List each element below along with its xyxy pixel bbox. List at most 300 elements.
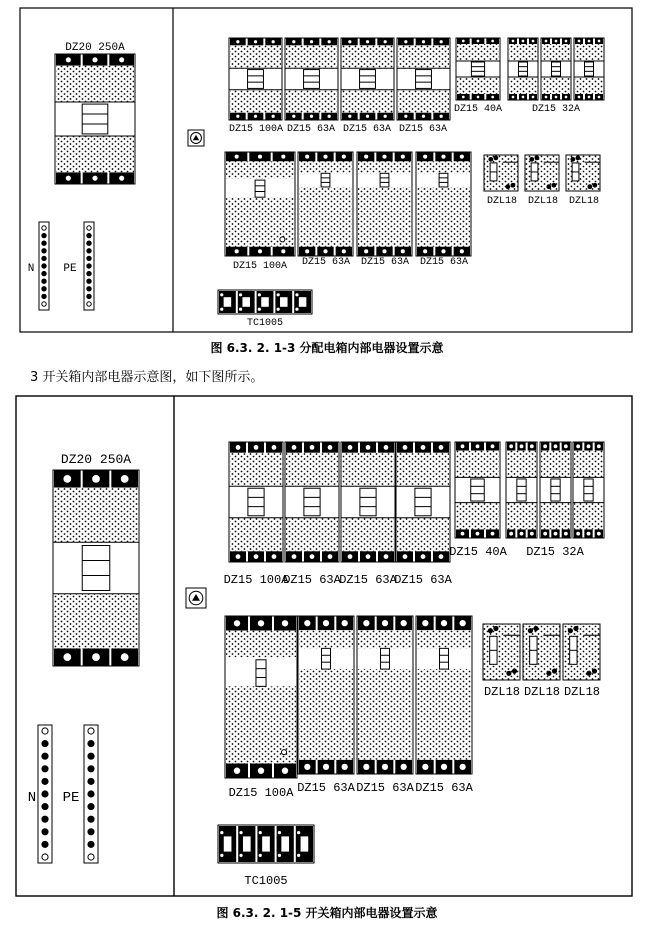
pe-bar <box>84 222 94 310</box>
figure-caption-1: 图 6.3. 2. 1-3 分配电箱内部电器设置示意 <box>210 341 444 355</box>
bottom-screw <box>598 96 601 99</box>
busbar-hole <box>87 287 91 291</box>
dzl-screw <box>552 668 557 673</box>
bottom-screw <box>234 768 240 774</box>
toggle-handle <box>304 70 320 89</box>
dzl-screw <box>586 671 591 676</box>
top-screw <box>520 444 524 448</box>
toggle-handle <box>416 70 432 89</box>
toggle-handle <box>322 648 331 669</box>
top-screw <box>598 40 601 43</box>
toggle-handle <box>471 479 485 501</box>
test-button <box>280 237 285 242</box>
top-screw <box>476 444 480 448</box>
hatch-bottom <box>574 503 603 530</box>
top-screw <box>555 40 558 43</box>
bottom-screw <box>401 764 407 770</box>
top-screw <box>530 444 534 448</box>
bottom-screw <box>348 554 353 559</box>
dzl-screw <box>546 671 551 676</box>
dzl-screw <box>593 183 598 188</box>
bottom-screw <box>235 249 239 253</box>
top-screw <box>258 620 264 626</box>
bottom-screw <box>545 96 548 99</box>
hatch-bottom <box>457 77 499 94</box>
busbar-hole <box>42 271 46 275</box>
bottom-screw <box>363 764 369 770</box>
top-screw <box>348 40 351 43</box>
top-screw <box>304 620 310 626</box>
top-screw <box>328 445 333 450</box>
bottom-screw <box>403 554 408 559</box>
hatch-bottom <box>417 187 470 247</box>
toggle-handle <box>82 104 108 134</box>
top-screw <box>491 444 495 448</box>
busbar-hole <box>42 264 46 268</box>
terminal-screw <box>259 854 262 857</box>
top-screw <box>578 40 581 43</box>
bottom-screw <box>509 532 513 536</box>
bottom-screw <box>366 554 371 559</box>
row1-label-2-6: DZ15 32A <box>526 545 584 559</box>
bottom-screw <box>543 532 547 536</box>
bottom-screw <box>554 532 558 536</box>
dzl-screw <box>552 183 557 188</box>
hatch-top <box>541 451 570 478</box>
busbar-hole <box>42 249 46 253</box>
n-bar <box>39 222 49 310</box>
terminal-window <box>243 836 251 851</box>
bottom-screw <box>530 532 534 536</box>
indicator-lamp <box>188 130 204 146</box>
top-screw <box>512 40 515 43</box>
bottom-screw <box>576 532 580 536</box>
toggle-handle <box>360 488 376 516</box>
top-screw <box>323 155 327 159</box>
bottom-screw <box>522 96 525 99</box>
top-screw <box>92 475 100 483</box>
bottom-screw <box>254 115 257 118</box>
dzl-screw <box>494 156 499 161</box>
terminal-label: TC1005 <box>246 318 284 329</box>
main-breaker-dz20 <box>55 54 135 184</box>
bottom-screw <box>422 764 428 770</box>
busbar-hole <box>42 287 46 291</box>
busbar-hole <box>42 256 46 260</box>
busbar-hole <box>87 302 91 306</box>
hatch-bottom <box>299 187 352 247</box>
busbar-hole <box>42 804 48 810</box>
busbar-hole <box>87 264 91 268</box>
breaker-row2-2 <box>298 152 353 256</box>
hatch-bottom <box>358 187 411 247</box>
top-screw <box>460 620 466 626</box>
top-screw <box>235 155 239 159</box>
toggle-handle <box>304 488 320 516</box>
top-screw <box>234 620 240 626</box>
body-paragraph: 3 开关箱内部电器示意图，如下图所示。 <box>30 370 264 385</box>
hatch-bottom <box>230 90 281 113</box>
leakage-breaker2-2 <box>523 624 560 680</box>
top-screw <box>382 155 386 159</box>
top-screw <box>310 40 313 43</box>
bottom-screw <box>476 532 480 536</box>
top-screw <box>587 444 591 448</box>
busbar-hole <box>88 854 94 860</box>
n-bar-2 <box>38 725 52 863</box>
figure-caption-2: 图 6.3. 2. 1-5 开关箱内部电器设置示意 <box>216 906 438 920</box>
bottom-screw <box>121 653 129 661</box>
row1-label-2-4: DZ15 63A <box>394 573 452 587</box>
dzl-screw <box>570 157 575 162</box>
top-screw <box>382 620 388 626</box>
hatch-bottom <box>230 518 282 551</box>
hatch-bottom <box>541 503 570 530</box>
busbar-hole <box>42 279 46 283</box>
hatch-top <box>54 488 138 543</box>
busbar-hole <box>42 791 48 797</box>
terminal-screw <box>295 293 298 296</box>
leakage-breaker2-1 <box>483 624 520 680</box>
top-screw <box>545 40 548 43</box>
row2-label-2-5: DZL18 <box>483 685 521 699</box>
bottom-screw <box>439 554 444 559</box>
top-screw <box>236 40 239 43</box>
bottom-screw <box>382 249 386 253</box>
bottom-screw <box>460 249 464 253</box>
breaker2-row1-2 <box>285 442 339 562</box>
leakage-breaker-3 <box>566 155 600 191</box>
top-screw <box>328 40 331 43</box>
busbar-hole <box>88 778 94 784</box>
hatch-bottom <box>509 77 537 94</box>
top-screw <box>477 40 480 43</box>
top-screw <box>119 57 124 62</box>
top-screw <box>462 40 465 43</box>
bottom-screw <box>555 96 558 99</box>
bottom-screw <box>401 249 405 253</box>
row2-label-2-4: DZ15 63A <box>415 781 473 795</box>
breaker2-row1-6 <box>506 442 537 538</box>
top-screw <box>63 475 71 483</box>
top-screw <box>323 620 329 626</box>
row1-label-2-5: DZ15 40A <box>449 545 507 559</box>
dzl-screw <box>587 184 592 189</box>
bottom-screw <box>520 532 524 536</box>
breaker-row1-1 <box>229 38 282 120</box>
row1-label-4: DZ15 63A <box>398 124 448 135</box>
breaker-row2-3 <box>357 152 412 256</box>
breaker-row2-4 <box>416 152 471 256</box>
top-screw <box>441 620 447 626</box>
busbar-hole <box>42 302 46 306</box>
terminal-screw <box>259 831 262 834</box>
terminal-window <box>280 297 288 307</box>
top-screw <box>554 444 558 448</box>
hatch-bottom <box>342 90 393 113</box>
row2-label-6: DZL18 <box>527 196 559 207</box>
busbar-hole <box>87 233 91 237</box>
bottom-screw <box>342 764 348 770</box>
row2-label-1: DZ15 100A <box>232 261 288 272</box>
terminal-window <box>301 836 309 851</box>
breaker2-row2-2 <box>298 616 354 774</box>
bottom-screw <box>282 768 288 774</box>
busbar-hole <box>88 791 94 797</box>
hatch-bottom <box>299 669 353 760</box>
bottom-screw <box>384 554 389 559</box>
hatch-top <box>574 451 603 478</box>
terminal-screw <box>258 293 261 296</box>
terminal-screw <box>239 308 242 311</box>
toggle-handle <box>321 173 330 187</box>
busbar-hole <box>42 294 46 298</box>
row2-label-2-1: DZ15 100A <box>228 786 294 800</box>
top-screw <box>404 40 407 43</box>
busbar-hole <box>87 241 91 245</box>
row2-label-2: DZ15 63A <box>301 257 351 268</box>
bottom-screw <box>328 554 333 559</box>
busbar-hole <box>42 841 48 847</box>
bottom-screw <box>423 249 427 253</box>
top-screw <box>366 40 369 43</box>
terminal-screw <box>277 293 280 296</box>
top-screw <box>384 40 387 43</box>
toggle-handle <box>585 62 594 76</box>
busbar-hole <box>42 233 46 237</box>
dzl-screw <box>592 668 597 673</box>
breaker2-row1-7 <box>540 442 571 538</box>
hatch-top <box>358 161 411 173</box>
hatch-top <box>417 161 470 173</box>
top-screw <box>532 40 535 43</box>
busbar-hole <box>42 854 48 860</box>
row2-label-7: DZL18 <box>568 196 600 207</box>
terminal-screw <box>278 854 281 857</box>
main-breaker-label-2: DZ20 250A <box>60 452 132 467</box>
busbar-hole <box>88 741 94 747</box>
bottom-screw <box>258 249 262 253</box>
bottom-screw <box>272 554 277 559</box>
breaker-row1-2 <box>285 38 338 120</box>
hatch-bottom <box>542 77 570 94</box>
dzl-screw <box>576 156 581 161</box>
busbar-hole <box>88 816 94 822</box>
dzl-screw <box>511 183 516 188</box>
top-screw <box>423 155 427 159</box>
top-screw <box>522 40 525 43</box>
hatch-top <box>226 161 294 178</box>
hatch-top <box>226 631 296 658</box>
bottom-screw <box>364 249 368 253</box>
top-screw <box>565 40 568 43</box>
bottom-screw <box>304 764 310 770</box>
hatch-top <box>456 451 499 478</box>
toggle-handle <box>381 648 390 669</box>
top-screw <box>384 445 389 450</box>
busbar-hole <box>87 256 91 260</box>
hatch-top <box>542 44 570 61</box>
dzl-screw <box>533 626 538 631</box>
row1-label-2-3: DZ15 63A <box>339 573 397 587</box>
bottom-screw <box>328 115 331 118</box>
row1-label-3: DZ15 63A <box>342 124 392 135</box>
breaker2-row2-4 <box>416 616 472 774</box>
toggle-handle <box>256 660 266 687</box>
bottom-screw <box>281 249 285 253</box>
toggle-handle <box>82 545 110 590</box>
top-screw <box>66 57 71 62</box>
bottom-screw <box>460 764 466 770</box>
row1-label-2-1: DZ15 100A <box>223 573 289 587</box>
bottom-screw <box>421 554 426 559</box>
hatch-bottom <box>456 503 499 530</box>
hatch-bottom <box>398 90 449 113</box>
bottom-screw <box>588 96 591 99</box>
busbar-hole <box>42 753 48 759</box>
breaker-row1-6 <box>508 38 538 100</box>
busbar-hole <box>88 804 94 810</box>
hatch-top <box>507 451 536 478</box>
hatch-bottom <box>417 669 471 760</box>
hatch-top <box>398 45 449 68</box>
busbar-hole <box>87 271 91 275</box>
terminal-screw <box>295 308 298 311</box>
top-screw <box>364 155 368 159</box>
top-screw <box>401 620 407 626</box>
top-screw <box>421 445 426 450</box>
bottom-screw <box>587 532 591 536</box>
bottom-screw <box>236 554 241 559</box>
top-screw <box>543 444 547 448</box>
toggle-handle <box>551 479 560 501</box>
diagram-1 <box>20 8 632 355</box>
breaker2-row1-1 <box>229 442 283 562</box>
main-breaker-dz20-2 <box>53 470 139 666</box>
row1-label-5: DZ15 40A <box>453 104 503 115</box>
breaker2-row1-4 <box>396 442 450 562</box>
hatch-top <box>230 45 281 68</box>
breaker2-row1-5 <box>455 442 500 538</box>
dzl-screw <box>528 628 533 633</box>
top-screw <box>92 57 97 62</box>
hatch-top <box>342 45 393 68</box>
bottom-screw <box>565 96 568 99</box>
hatch-bottom <box>507 503 536 530</box>
toggle-handle <box>517 479 526 501</box>
busbar-hole <box>87 249 91 253</box>
top-screw <box>460 155 464 159</box>
terminal-screw <box>278 831 281 834</box>
hatch-top <box>575 44 603 61</box>
n-bar-label-2: N <box>27 790 37 806</box>
hatch-bottom <box>358 669 412 760</box>
row1-label-6: DZ15 32A <box>531 104 581 115</box>
bottom-screw <box>491 96 494 99</box>
top-screw <box>597 444 601 448</box>
toggle-handle <box>380 173 389 187</box>
bottom-screw <box>404 115 407 118</box>
terminal-screw <box>277 308 280 311</box>
busbar-hole <box>42 816 48 822</box>
busbar-hole <box>42 741 48 747</box>
top-screw <box>588 40 591 43</box>
toggle-handle <box>255 180 265 197</box>
busbar-hole <box>87 294 91 298</box>
hatch-bottom <box>575 77 603 94</box>
dzl-screw <box>505 184 510 189</box>
bottom-screw <box>462 96 465 99</box>
hatch-top <box>509 44 537 61</box>
busbar-hole <box>42 829 48 835</box>
breaker-row1-7 <box>541 38 571 100</box>
busbar-hole <box>88 841 94 847</box>
toggle-handle <box>552 62 561 76</box>
hatch-top <box>299 630 353 648</box>
top-screw <box>509 444 513 448</box>
bottom-screw <box>382 764 388 770</box>
row2-label-2-6: DZL18 <box>523 685 561 699</box>
top-screw <box>491 40 494 43</box>
dzl-screw <box>546 184 551 189</box>
bottom-screw <box>461 532 465 536</box>
top-screw <box>576 444 580 448</box>
row2-label-2-2: DZ15 63A <box>297 781 355 795</box>
dzl-screw <box>529 157 534 162</box>
top-screw <box>310 445 315 450</box>
terminal-window <box>242 297 250 307</box>
top-screw <box>366 445 371 450</box>
hatch-top <box>457 44 499 61</box>
hatch-bottom <box>54 594 138 649</box>
top-screw <box>564 444 568 448</box>
hatch-top <box>397 453 449 486</box>
top-screw <box>440 40 443 43</box>
top-screw <box>403 445 408 450</box>
toggle-handle <box>360 70 376 89</box>
busbar-hole <box>88 829 94 835</box>
busbar-hole <box>88 766 94 772</box>
terminal-window <box>261 297 269 307</box>
bottom-screw <box>348 115 351 118</box>
toggle-handle <box>248 70 264 89</box>
dzl-screw <box>568 628 573 633</box>
top-screw <box>258 155 262 159</box>
top-screw <box>439 445 444 450</box>
top-screw <box>282 620 288 626</box>
bottom-screw <box>440 115 443 118</box>
row2-label-2-7: DZL18 <box>563 685 601 699</box>
bottom-screw <box>564 532 568 536</box>
top-screw <box>363 620 369 626</box>
terminal-window <box>224 297 232 307</box>
breaker-row1-3 <box>341 38 394 120</box>
hatch-bottom <box>342 518 394 551</box>
main-breaker-label: DZ20 250A <box>65 42 125 54</box>
top-screw <box>342 155 346 159</box>
hatch-top <box>286 45 337 68</box>
hatch-top <box>286 453 338 486</box>
bottom-screw <box>92 653 100 661</box>
bottom-screw <box>578 96 581 99</box>
leakage-breaker2-3 <box>563 624 600 680</box>
toggle-handle <box>248 488 264 516</box>
dzl-screw <box>506 671 511 676</box>
diagram-2 <box>16 396 632 896</box>
row1-label-2-2: DZ15 63A <box>283 573 341 587</box>
hatch-top <box>417 630 471 648</box>
terminal-window <box>281 836 289 851</box>
